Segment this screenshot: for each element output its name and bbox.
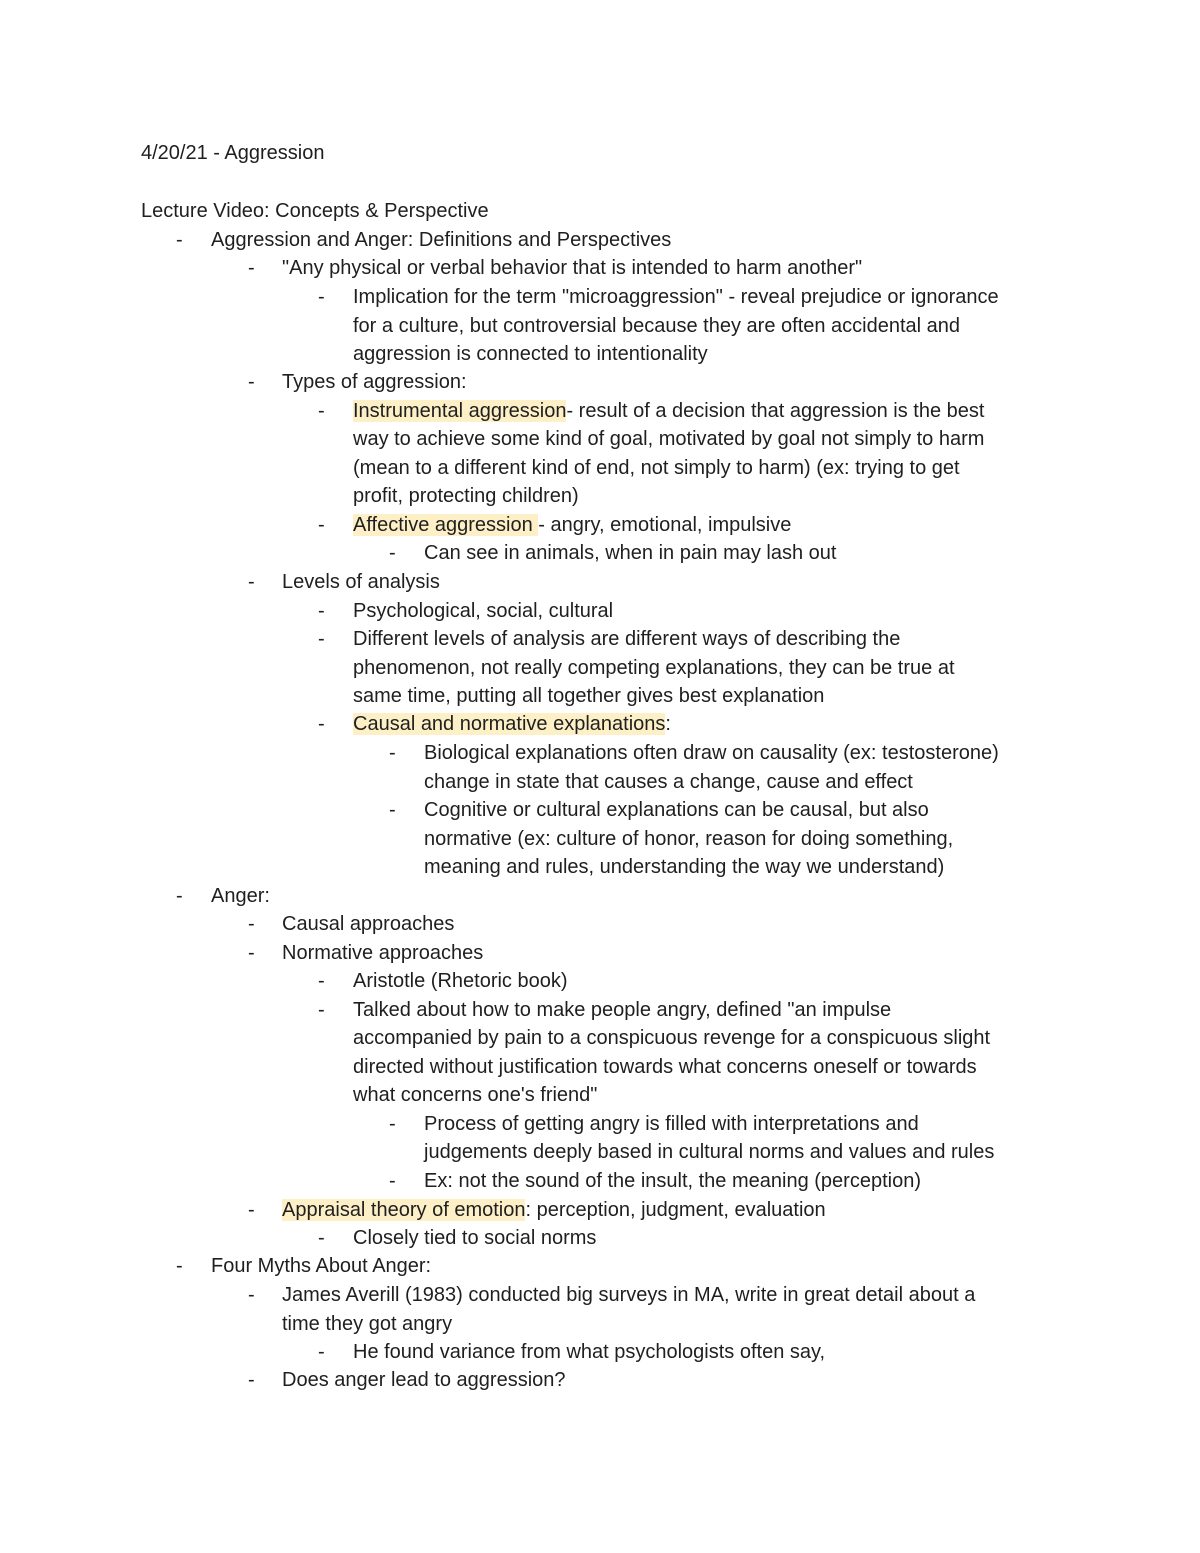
bullet-dash: -	[318, 514, 325, 536]
bullet-dash: -	[318, 970, 325, 992]
item-text: : perception, judgment, evaluation	[525, 1199, 826, 1221]
bullet-dash: -	[318, 1227, 325, 1249]
bullet-dash: -	[248, 371, 255, 393]
list-item: Implication for the term "microaggression" - reveal prejudice or ignorance	[353, 286, 999, 308]
bullet-dash: -	[248, 942, 255, 964]
bullet-dash: -	[389, 1113, 396, 1135]
list-item-continuation: directed without justification towards what concerns oneself or towards	[353, 1056, 977, 1078]
bullet-dash: -	[176, 1255, 183, 1277]
list-item: Biological explanations often draw on causality (ex: testosterone)	[424, 742, 999, 764]
item-text: - angry, emotional, impulsive	[538, 514, 792, 536]
item-text: :	[665, 713, 671, 735]
list-item: Psychological, social, cultural	[353, 600, 614, 622]
list-item	[353, 710, 671, 738]
list-item-continuation: for a culture, but controversial because they are often accidental and	[353, 315, 961, 337]
list-item: Four Myths About Anger:	[211, 1255, 432, 1277]
list-item-continuation: same time, putting all together gives best explanation	[353, 685, 825, 707]
bullet-dash: -	[318, 999, 325, 1021]
bullet-dash: -	[318, 600, 325, 622]
list-item: Anger:	[211, 885, 270, 907]
list-item: Types of aggression:	[282, 371, 467, 393]
list-item-continuation: time they got angry	[282, 1313, 453, 1335]
list-item: Closely tied to social norms	[353, 1227, 597, 1249]
list-item-continuation: accompanied by pain to a conspicuous revenge for a conspicuous slight	[353, 1027, 991, 1049]
bullet-dash: -	[318, 400, 325, 422]
bullet-dash: -	[248, 1199, 255, 1221]
list-item: Ex: not the sound of the insult, the meaning (perception)	[424, 1170, 921, 1192]
list-item-continuation: aggression is connected to intentionality	[353, 343, 708, 365]
highlighted-term: Causal and normative explanations	[353, 713, 666, 735]
list-item: Levels of analysis	[282, 571, 440, 593]
list-item: Cognitive or cultural explanations can be causal, but also	[424, 799, 929, 821]
doc-title: 4/20/21 - Aggression	[141, 142, 325, 164]
list-item: Process of getting angry is filled with interpretations and	[424, 1113, 919, 1135]
bullet-dash: -	[176, 885, 183, 907]
list-item: James Averill (1983) conducted big surveys in MA, write in great detail about a	[282, 1284, 976, 1306]
list-item-continuation: (mean to a different kind of end, not simply to harm) (ex: trying to get	[353, 457, 960, 479]
list-item-continuation: change in state that causes a change, cause and effect	[424, 771, 913, 793]
bullet-dash: -	[318, 713, 325, 735]
list-item-continuation: judgements deeply based in cultural norms and values and rules	[424, 1141, 995, 1163]
list-item: "Any physical or verbal behavior that is intended to harm another"	[282, 257, 863, 279]
list-item: Talked about how to make people angry, defined "an impulse	[353, 999, 892, 1021]
bullet-dash: -	[248, 571, 255, 593]
bullet-dash: -	[389, 1170, 396, 1192]
list-item	[353, 397, 984, 425]
list-item: Aristotle (Rhetoric book)	[353, 970, 568, 992]
bullet-dash: -	[389, 742, 396, 764]
bullet-dash: -	[318, 1341, 325, 1363]
list-item: Causal approaches	[282, 913, 455, 935]
list-item-continuation: phenomenon, not really competing explanations, they can be true at	[353, 657, 955, 679]
list-item: Aggression and Anger: Definitions and Perspectives	[211, 229, 672, 251]
section-heading: Lecture Video: Concepts & Perspective	[141, 200, 489, 222]
bullet-dash: -	[248, 913, 255, 935]
list-item: Different levels of analysis are different ways of describing the	[353, 628, 901, 650]
bullet-dash: -	[248, 1284, 255, 1306]
bullet-dash: -	[318, 628, 325, 650]
highlighted-term: Appraisal theory of emotion	[282, 1199, 526, 1221]
list-item-continuation: normative (ex: culture of honor, reason for doing something,	[424, 828, 954, 850]
list-item: Can see in animals, when in pain may lash out	[424, 542, 837, 564]
bullet-dash: -	[248, 1369, 255, 1391]
list-item-continuation: profit, protecting children)	[353, 485, 579, 507]
list-item: Does anger lead to aggression?	[282, 1369, 566, 1391]
list-item-continuation: meaning and rules, understanding the way we understand)	[424, 856, 945, 878]
bullet-dash: -	[248, 257, 255, 279]
list-item-continuation: way to achieve some kind of goal, motivated by goal not simply to harm	[353, 428, 985, 450]
list-item: Normative approaches	[282, 942, 484, 964]
list-item-continuation: what concerns one's friend"	[353, 1084, 598, 1106]
bullet-dash: -	[318, 286, 325, 308]
list-item	[353, 511, 791, 539]
list-item	[282, 1196, 826, 1224]
highlighted-term: Affective aggression	[353, 514, 539, 536]
item-text: - result of a decision that aggression is the best	[566, 400, 985, 422]
highlighted-term: Instrumental aggression	[353, 400, 567, 422]
list-item: He found variance from what psychologists often say,	[353, 1341, 826, 1363]
bullet-dash: -	[176, 229, 183, 251]
bullet-dash: -	[389, 542, 396, 564]
bullet-dash: -	[389, 799, 396, 821]
